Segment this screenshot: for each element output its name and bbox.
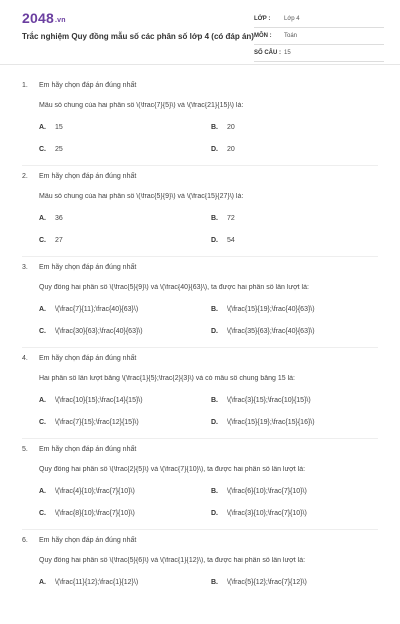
question-text: Mẫu số chung của hai phân số \(\frac{5}{9}\) và \(\frac{15}{27}\) là:	[39, 193, 244, 200]
question-number: 6.	[22, 537, 28, 544]
meta-value: 15	[284, 50, 291, 56]
header	[0, 0, 400, 65]
option-text: \(\frac{15}{19};\frac{15}{16}\)	[227, 419, 315, 426]
question-item	[0, 442, 400, 533]
answer-option[interactable]	[39, 419, 139, 426]
answer-option[interactable]	[211, 146, 235, 153]
option-letter: D.	[211, 146, 218, 153]
option-letter: B.	[211, 488, 218, 495]
option-text: \(\frac{3}{10};\frac{7}{10}\)	[227, 510, 307, 517]
option-text: \(\frac{7}{15};\frac{12}{15}\)	[55, 419, 139, 426]
question-text: Quy đồng hai phân số \(\frac{2}{5}\) và \(\frac{7}{10}\), ta được hai phân số lần lượt là:	[39, 466, 306, 473]
question-instruction: Em hãy chọn đáp án đúng nhất	[39, 355, 137, 362]
answer-option[interactable]	[39, 397, 143, 404]
answer-option[interactable]	[211, 419, 315, 426]
question-number: 4.	[22, 355, 28, 362]
option-letter: B.	[211, 579, 218, 586]
answer-option[interactable]	[211, 306, 315, 313]
option-text: \(\frac{11}{12};\frac{1}{12}\)	[55, 579, 139, 586]
question-text: Hai phân số lần lượt bằng \(\frac{1}{5};\frac{2}{3}\) và có mẫu số chung bằng 15 là:	[39, 375, 296, 382]
question-divider	[22, 438, 378, 439]
question-item	[0, 533, 400, 624]
logo[interactable]	[22, 10, 66, 26]
question-item	[0, 169, 400, 260]
question-item	[0, 78, 400, 169]
option-text: 27	[55, 237, 63, 244]
option-text: 20	[227, 124, 235, 131]
option-letter: D.	[211, 237, 218, 244]
question-text: Quy đồng hai phân số \(\frac{5}{9}\) và \(\frac{40}{63}\), ta được hai phân số lần lượt là:	[39, 284, 309, 291]
meta-label: SỐ CÂU :	[254, 50, 281, 56]
answer-option[interactable]	[211, 124, 235, 131]
option-text: 15	[55, 124, 63, 131]
question-number: 5.	[22, 446, 28, 453]
option-letter: B.	[211, 306, 218, 313]
answer-option[interactable]	[39, 488, 135, 495]
meta-label: MÔN :	[254, 33, 272, 39]
option-letter: B.	[211, 215, 218, 222]
question-instruction: Em hãy chọn đáp án đúng nhất	[39, 537, 137, 544]
option-letter: D.	[211, 419, 218, 426]
meta-info	[254, 13, 384, 62]
question-number: 1.	[22, 82, 28, 89]
meta-value: Toán	[284, 33, 298, 39]
question-divider	[22, 256, 378, 257]
logo-domain: .vn	[54, 17, 66, 24]
meta-label: LỚP :	[254, 16, 271, 22]
question-list	[0, 78, 400, 624]
option-text: \(\frac{3}{15};\frac{10}{15}\)	[227, 397, 311, 404]
answer-option[interactable]	[211, 215, 235, 222]
option-letter: C.	[39, 510, 46, 517]
answer-option[interactable]	[39, 146, 63, 153]
answer-option[interactable]	[211, 579, 307, 586]
option-letter: B.	[211, 397, 218, 404]
question-divider	[22, 165, 378, 166]
question-instruction: Em hãy chọn đáp án đúng nhất	[39, 264, 137, 271]
question-text: Quy đồng hai phân số \(\frac{5}{6}\) và \(\frac{1}{12}\), ta được hai phân số lần lượt là:	[39, 557, 306, 564]
option-letter: A.	[39, 124, 46, 131]
question-item	[0, 351, 400, 442]
option-text: \(\frac{35}{63};\frac{40}{63}\)	[227, 328, 315, 335]
question-divider	[22, 347, 378, 348]
option-letter: D.	[211, 510, 218, 517]
option-text: 36	[55, 215, 63, 222]
option-letter: D.	[211, 328, 218, 335]
answer-option[interactable]	[39, 215, 63, 222]
meta-row-count	[254, 47, 384, 62]
question-instruction: Em hãy chọn đáp án đúng nhất	[39, 173, 137, 180]
answer-option[interactable]	[211, 488, 307, 495]
question-item	[0, 260, 400, 351]
question-text: Mẫu số chung của hai phân số \(\frac{7}{5}\) và \(\frac{21}{15}\) là:	[39, 102, 244, 109]
meta-row-class	[254, 13, 384, 28]
option-letter: A.	[39, 488, 46, 495]
option-letter: C.	[39, 419, 46, 426]
answer-option[interactable]	[39, 306, 138, 313]
option-letter: C.	[39, 146, 46, 153]
option-text: \(\frac{4}{10};\frac{7}{10}\)	[55, 488, 135, 495]
option-text: \(\frac{15}{19};\frac{40}{63}\)	[227, 306, 315, 313]
option-letter: C.	[39, 328, 46, 335]
answer-option[interactable]	[39, 328, 143, 335]
option-letter: A.	[39, 215, 46, 222]
page-title: Trắc nghiệm Quy đồng mẫu số các phân số lớp 4 (có đáp án)	[22, 32, 254, 41]
question-number: 3.	[22, 264, 28, 271]
question-divider	[22, 529, 378, 530]
question-instruction: Em hãy chọn đáp án đúng nhất	[39, 82, 137, 89]
answer-option[interactable]	[39, 237, 63, 244]
option-text: 25	[55, 146, 63, 153]
answer-option[interactable]	[39, 124, 63, 131]
option-letter: A.	[39, 397, 46, 404]
question-instruction: Em hãy chọn đáp án đúng nhất	[39, 446, 137, 453]
option-text: 54	[227, 237, 235, 244]
answer-option[interactable]	[211, 237, 235, 244]
question-number: 2.	[22, 173, 28, 180]
option-text: 72	[227, 215, 235, 222]
answer-option[interactable]	[211, 328, 315, 335]
option-text: \(\frac{6}{10};\frac{7}{10}\)	[227, 488, 307, 495]
answer-option[interactable]	[39, 510, 135, 517]
option-letter: C.	[39, 237, 46, 244]
option-text: 20	[227, 146, 235, 153]
option-text: \(\frac{8}{10};\frac{7}{10}\)	[55, 510, 135, 517]
option-text: \(\frac{7}{11};\frac{40}{63}\)	[55, 306, 139, 313]
option-text: \(\frac{30}{63};\frac{40}{63}\)	[55, 328, 143, 335]
answer-option[interactable]	[211, 510, 307, 517]
option-text: \(\frac{10}{15};\frac{14}{15}\)	[55, 397, 143, 404]
meta-value: Lớp 4	[284, 16, 300, 22]
option-text: \(\frac{5}{12};\frac{7}{12}\)	[227, 579, 307, 586]
logo-text: 2048	[22, 10, 54, 26]
option-letter: A.	[39, 579, 46, 586]
option-letter: B.	[211, 124, 218, 131]
option-letter: A.	[39, 306, 46, 313]
meta-row-subject	[254, 30, 384, 45]
answer-option[interactable]	[211, 397, 311, 404]
answer-option[interactable]	[39, 579, 138, 586]
